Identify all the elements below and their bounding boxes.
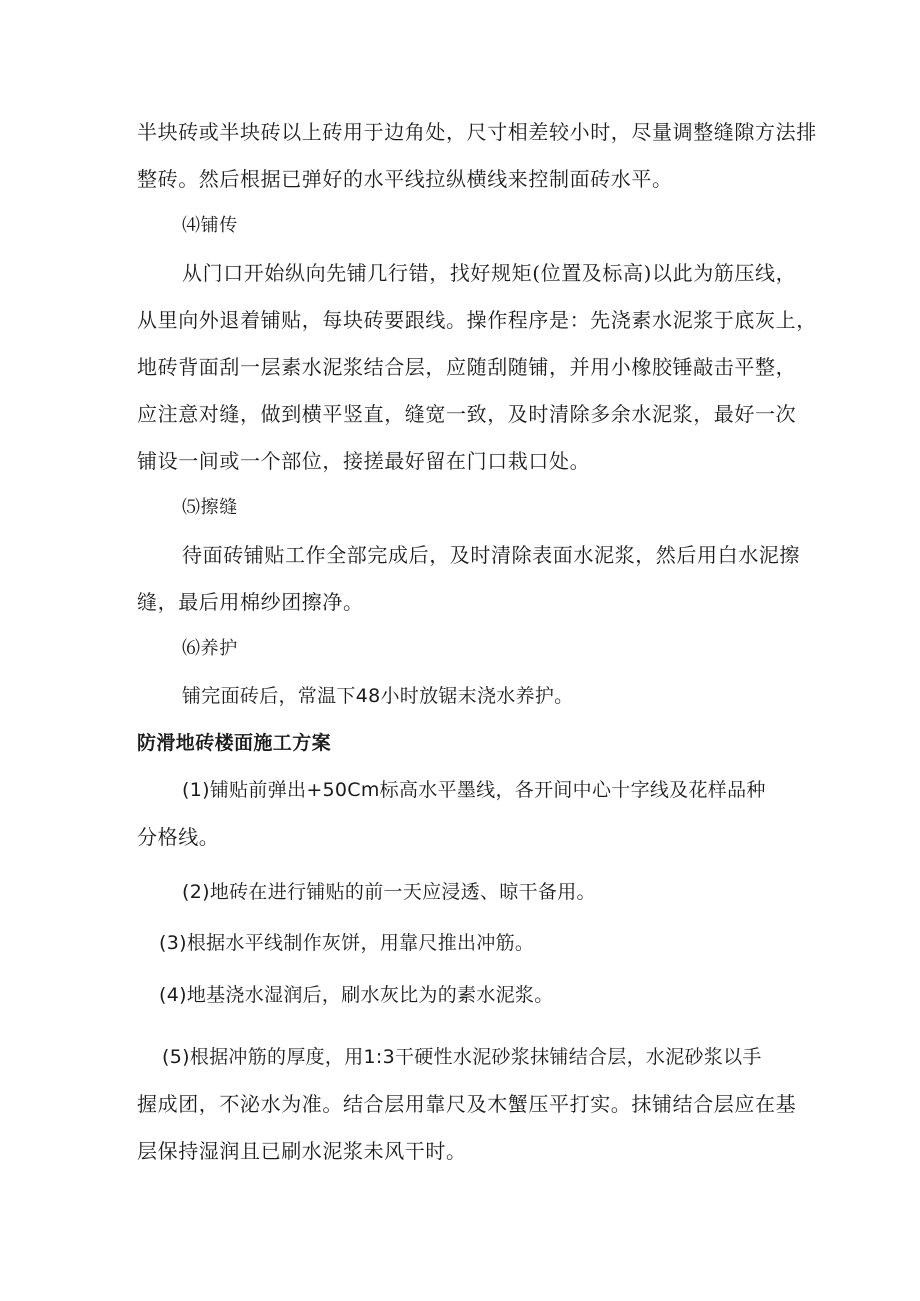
text-line: 地砖背面刮一层素水泥浆结合层，应随刮随铺，并用小橡胶锤敲击平整， <box>137 355 797 379</box>
list-item-5: (5)根据冲筋的厚度，用1:3干硬性水泥砂浆抹铺结合层，水泥砂浆以手 <box>162 1046 762 1068</box>
text-line: 待面砖铺贴工作全部完成后，及时清除表面水泥浆，然后用白水泥擦 <box>182 543 800 567</box>
list-item-3: (3)根据水平线制作灰饼，用靠尺推出冲筋。 <box>159 932 535 954</box>
section-heading-6: ⑹养护 <box>182 638 238 659</box>
text-line: 层保持湿润且已刷水泥浆未风干时。 <box>137 1139 467 1163</box>
list-item-1: (1)铺贴前弹出+50Cm标高水平墨线，各开间中心十字线及花样品种 <box>182 779 766 801</box>
text-line: 半块砖或半块砖以上砖用于边角处，尺寸相差较小时，尽量调整缝隙方法排 <box>137 120 817 144</box>
text-line: 分格线。 <box>137 825 220 849</box>
text-line: 铺完面砖后，常温下48小时放锯末浇水养护。 <box>182 685 574 707</box>
text-line: 缝，最后用棉纱团擦净。 <box>137 590 364 614</box>
text-line: 从里向外退着铺贴，每块砖要跟线。操作程序是：先浇素水泥浆于底灰上， <box>137 308 817 332</box>
section-heading-4: ⑷铺传 <box>182 215 238 236</box>
text-line: 整砖。然后根据已弹好的水平线拉纵横线来控制面砖水平。 <box>137 167 673 191</box>
text-line: 应注意对缝，做到横平竖直，缝宽一致，及时清除多余水泥浆，最好一次 <box>137 402 797 426</box>
list-item-4: (4)地基浇水湿润后，刷水灰比为的素水泥浆。 <box>159 984 554 1006</box>
text-line: 从门口开始纵向先铺几行错，找好规矩(位置及标高)以此为筋压线， <box>182 261 797 285</box>
text-line: 铺设一间或一个部位，接搓最好留在门口栽口处。 <box>137 449 591 473</box>
section-title: 防滑地砖楼面施工方案 <box>137 732 332 754</box>
list-item-2: (2)地砖在进行铺贴的前一天应浸透、晾干备用。 <box>182 881 596 903</box>
text-line: 握成团，不泌水为准。结合层用靠尺及木蟹压平打实。抹铺结合层应在基 <box>137 1092 797 1116</box>
section-heading-5: ⑸擦缝 <box>182 497 238 518</box>
